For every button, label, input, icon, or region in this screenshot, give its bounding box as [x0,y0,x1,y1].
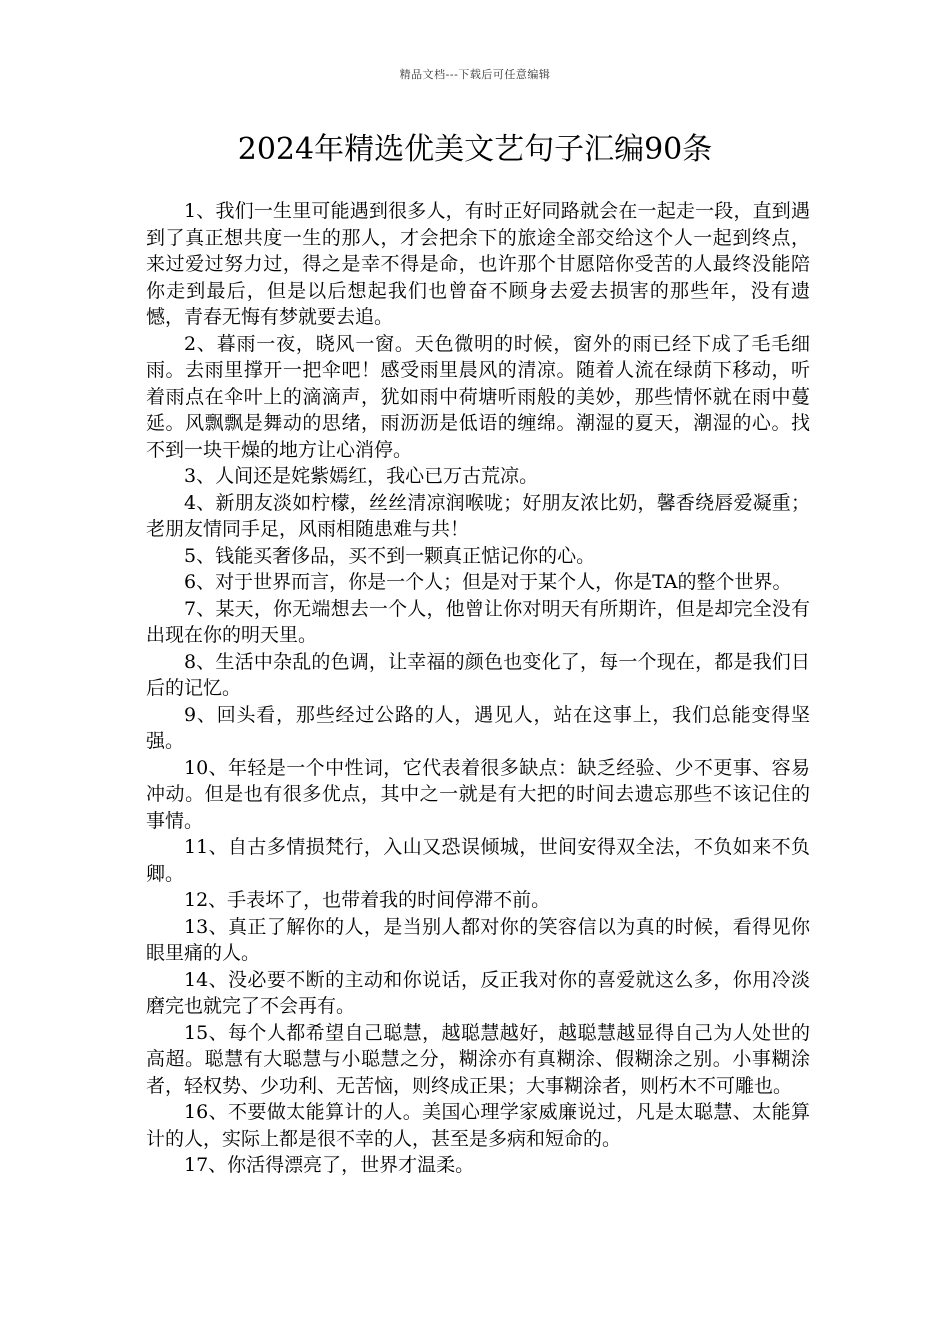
paragraph: 3、人间还是姹紫嫣红，我心已万古荒凉。 [184,465,539,487]
paragraph: 11、自古多情损梵行，入山又恐误倾城，世间安得双全法，不负如来不负卿。 [146,836,810,885]
paragraph: 15、每个人都希望自己聪慧，越聪慧越好，越聪慧越显得自己为人处世的高超。聪慧有大聪慧与小聪慧之分，糊涂亦有真糊涂、假糊涂之别。小事糊涂者，轻权势、少功利、无苦恼，则终成正果；大事糊涂者，则朽木不可雕也。 [146,1021,810,1097]
paragraph: 12、手表坏了，也带着我的时间停滞不前。 [184,889,551,911]
paragraph: 16、不要做太能算计的人。美国心理学家威廉说过，凡是太聪慧、太能算计的人，实际上都是很不幸的人，甚至是多病和短命的。 [146,1101,810,1150]
paragraph: 5、钱能买奢侈品，买不到一颗真正惦记你的心。 [184,544,596,567]
paragraph: 14、没必要不断的主动和你说话，反正我对你的喜爱就这么多，你用冷淡磨完也就完了不会再有。 [146,968,810,1017]
paragraph: 4、新朋友淡如柠檬，丝丝清凉润喉咙；好朋友浓比奶，馨香绕唇爱凝重；老朋友情同手足，风雨相随患难与共！ [146,491,810,540]
paragraph: 9、回头看，那些经过公路的人，遇见人，站在这事上，我们总能变得坚强。 [146,703,810,752]
paragraph: 8、生活中杂乱的色调，让幸福的颜色也变化了，每一个现在，都是我们日后的记忆。 [146,650,810,699]
paragraph: 10、年轻是一个中性词，它代表着很多缺点：缺乏经验、少不更事、容易冲动。但是也有很多优点，其中之一就是有大把的时间去遗忘那些不该记住的事情。 [146,756,810,832]
paragraph: 17、你活得漂亮了，世界才温柔。 [184,1154,475,1176]
paragraph: 13、真正了解你的人，是当别人都对你的笑容信以为真的时候，看得见你眼里痛的人。 [146,915,810,964]
paragraph: 2、暮雨一夜，晓风一窗。天色微明的时候，窗外的雨已经下成了毛毛细雨。去雨里撑开一把伞吧！感受雨里晨风的清凉。随着人流在绿荫下移动，听着雨点在伞叶上的滴滴声，犹如雨中荷塘听雨般的美妙，那些情怀就在雨中蔓延。风飘飘是舞动的思绪，雨沥沥是低语的缠绵。潮湿的夏天，潮湿的心。找不到一块干燥的地方让心消停。 [146,332,810,461]
paragraph: 7、某天，你无端想去一个人，他曾让你对明天有所期许，但是却完全没有出现在你的明天里。 [146,597,810,646]
paragraph: 6、对于世界而言，你是一个人；但是对于某个人，你是TA的整个世界。 [184,571,792,593]
header-note: 精品文档---下载后可任意编辑 [399,68,551,81]
paragraph: 1、我们一生里可能遇到很多人，有时正好同路就会在一起走一段，直到遇到了真正想共度一生的那人，才会把余下的旅途全部交给这个人一起到终点，来过爱过努力过，得之是幸不得是命，也许那个甘愿陪你受苦的人最终没能陪你走到最后，但是以后想起我们也曾奋不顾身去爱去损害的那些年，没有遗憾，青春无悔有梦就要去追。 [146,200,810,328]
document-title: 2024年精选优美文艺句子汇编90条 [237,132,713,167]
document-body [146,198,810,1179]
